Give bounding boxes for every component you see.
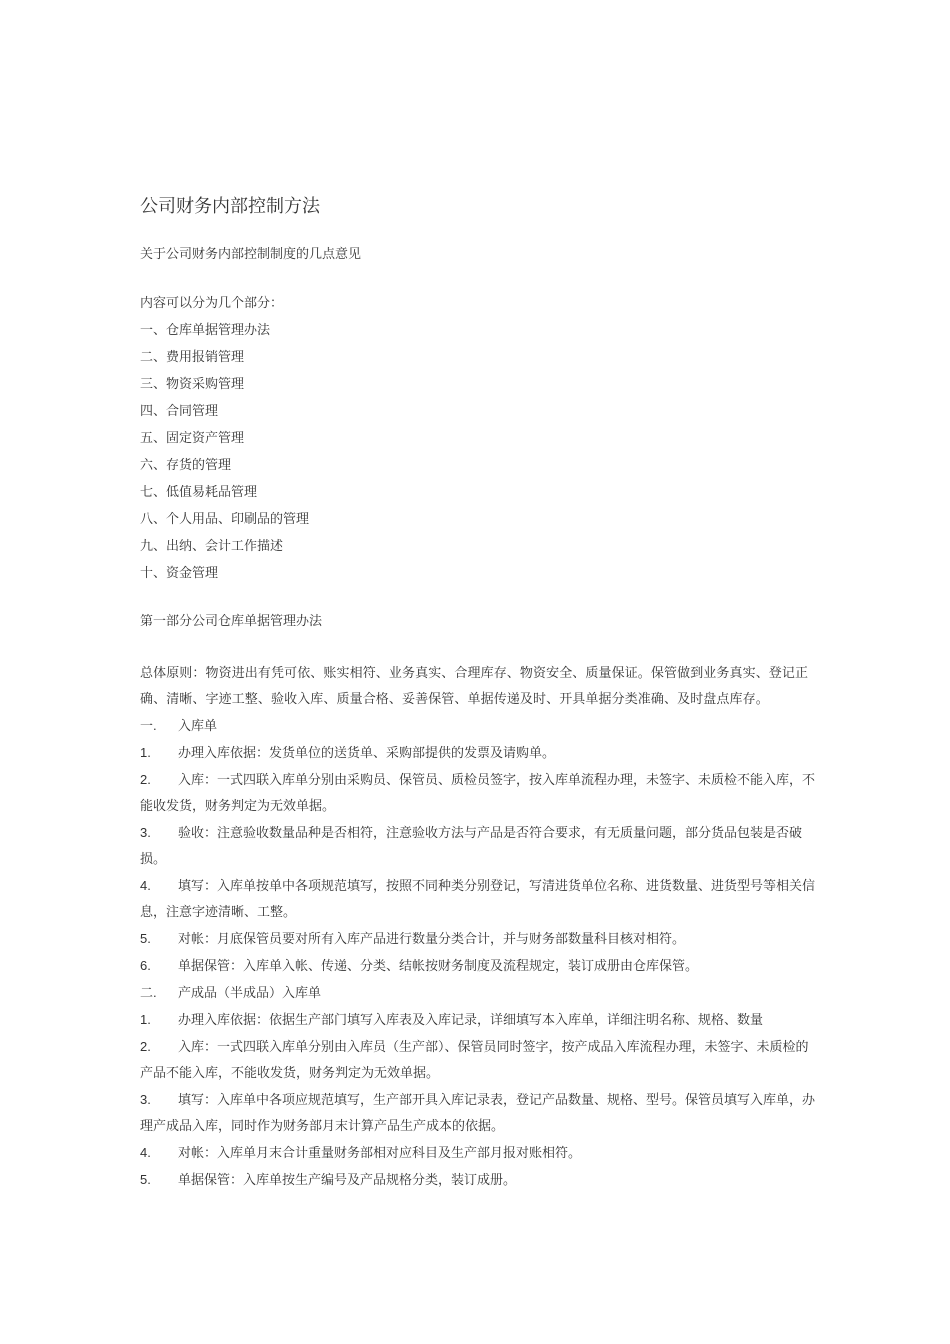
- list-item: [140, 926, 820, 953]
- toc-item: 二、费用报销管理: [140, 350, 245, 365]
- toc-item: 十、资金管理: [140, 566, 219, 581]
- item-number: 6.: [140, 958, 151, 973]
- section-heading: [140, 980, 820, 1007]
- list-item: [140, 1087, 820, 1140]
- document-subtitle: 关于公司财务内部控制制度的几点意见: [140, 247, 362, 262]
- item-number: 1.: [140, 745, 151, 760]
- item-text: 入库：一式四联入库单分别由采购员、保管员、质检员签字，按入库单流程办理，未签字、未质检不能入库，不能收发货，财务判定为无效单据。: [140, 773, 816, 814]
- item-number: 1.: [140, 1012, 151, 1027]
- item-text: 单据保管：入库单按生产编号及产品规格分类，装订成册。: [178, 1173, 517, 1188]
- toc-intro: 内容可以分为几个部分：: [140, 296, 284, 311]
- toc-item: 五、固定资产管理: [140, 431, 245, 446]
- item-text: 对帐：月底保管员要对所有入库产品进行数量分类合计，并与财务部数量科目核对相符。: [178, 932, 686, 947]
- toc-item: 一、仓库单据管理办法: [140, 323, 271, 338]
- item-text: 填写：入库单按单中各项规范填写，按照不同种类分别登记，写清进货单位名称、进货数量、进货型号等相关信息，注意字迹清晰、工整。: [140, 879, 816, 920]
- section-heading: [140, 713, 820, 740]
- item-number: 5.: [140, 931, 151, 946]
- item-text: 对帐：入库单月末合计重量财务部相对应科目及生产部月报对账相符。: [178, 1146, 582, 1161]
- list-item: [140, 767, 820, 820]
- table-of-contents: [140, 293, 309, 590]
- item-text: 单据保管：入库单入帐、传递、分类、结帐按财务制度及流程规定，装订成册由仓库保管。: [178, 959, 699, 974]
- toc-item: 三、物资采购管理: [140, 377, 245, 392]
- item-number: 3.: [140, 1092, 151, 1107]
- list-item: [140, 873, 820, 926]
- toc-item: 八、个人用品、印刷品的管理: [140, 512, 310, 527]
- item-number: 4.: [140, 1145, 151, 1160]
- toc-item: 六、存货的管理: [140, 458, 232, 473]
- item-number: 3.: [140, 825, 151, 840]
- item-number: 2.: [140, 1039, 151, 1054]
- item-text: 填写：入库单中各项应规范填写，生产部开具入库记录表，登记产品数量、规格、型号。保管员填写入库单，办理产成品入库，同时作为财务部月末计算产品生产成本的依据。: [140, 1093, 816, 1134]
- list-item: [140, 1007, 820, 1034]
- section-title: 入库单: [178, 719, 218, 734]
- item-number: 4.: [140, 878, 151, 893]
- part-heading: 第一部分公司仓库单据管理办法: [140, 614, 323, 629]
- section-number: 二.: [140, 985, 157, 1000]
- item-text: 办理入库依据：发货单位的送货单、采购部提供的发票及请购单。: [178, 746, 556, 761]
- item-text: 办理入库依据：依据生产部门填写入库表及入库记录，详细填写本入库单，详细注明名称、规格、数量: [178, 1013, 764, 1028]
- list-item: [140, 1167, 820, 1194]
- item-number: 2.: [140, 772, 151, 787]
- toc-item: 七、低值易耗品管理: [140, 485, 258, 500]
- item-text: 入库：一式四联入库单分别由入库员（生产部）、保管员同时签字，按产成品入库流程办理，未签字、未质检的产品不能入库，不能收发货，财务判定为无效单据。: [140, 1040, 809, 1081]
- section-number: 一.: [140, 718, 157, 733]
- section-title: 产成品（半成品）入库单: [178, 986, 322, 1001]
- list-item: [140, 1034, 820, 1087]
- list-item: [140, 740, 820, 767]
- list-item: [140, 1140, 820, 1167]
- document-body: [140, 661, 820, 1194]
- toc-item: 四、合同管理: [140, 404, 219, 419]
- list-item: [140, 820, 820, 873]
- document-title: 公司财务内部控制方法: [140, 196, 320, 217]
- list-item: [140, 953, 820, 980]
- toc-item: 九、出纳、会计工作描述: [140, 539, 284, 554]
- item-text: 验收：注意验收数量品种是否相符，注意验收方法与产品是否符合要求，有无质量问题，部分货品包装是否破损。: [140, 826, 803, 867]
- item-number: 5.: [140, 1172, 151, 1187]
- general-principle: 总体原则：物资进出有凭可依、账实相符、业务真实、合理库存、物资安全、质量保证。保管做到业务真实、登记正确、清晰、字迹工整、验收入库、质量合格、妥善保管、单据传递及时、开具单据分类准确、及时盘点库存。: [140, 666, 809, 707]
